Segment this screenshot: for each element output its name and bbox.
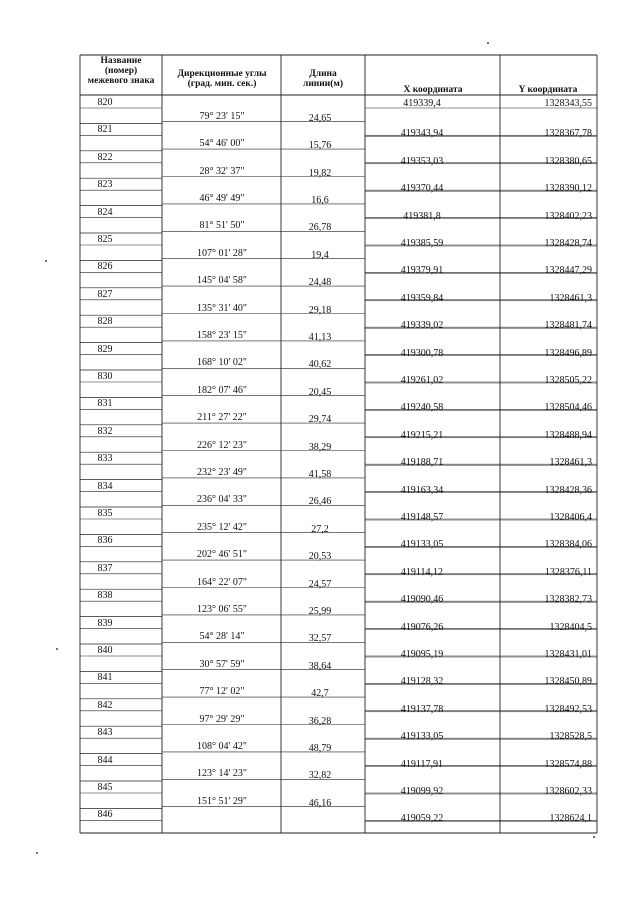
y-coordinate: 1328428,36 — [544, 484, 592, 496]
point-name: 825 — [97, 234, 113, 245]
line-length: 19,82 — [308, 167, 332, 179]
point-name: 844 — [97, 754, 113, 766]
direction-angle: 236° 04' 33" — [197, 494, 247, 506]
point-name: 839 — [97, 617, 113, 629]
line-length: 32,82 — [308, 770, 332, 782]
y-coordinate: 1328367,78 — [544, 128, 592, 140]
direction-angle: 232° 23' 49" — [197, 466, 247, 478]
x-coordinate: 419059,22 — [400, 813, 444, 825]
x-coordinate: 419076,26 — [400, 621, 444, 633]
point-name: 845 — [97, 782, 113, 793]
y-coordinate: 1328461,3 — [549, 292, 592, 304]
direction-angle: 30° 57' 59" — [199, 658, 245, 670]
y-coordinate: 1328376,11 — [544, 566, 592, 578]
direction-angle: 158° 23' 15" — [197, 329, 247, 341]
line-length: 46,16 — [308, 797, 332, 809]
direction-angle: 77° 12' 02" — [199, 686, 245, 698]
x-coordinate: 419099,92 — [400, 786, 444, 797]
line-length: 42,7 — [311, 688, 329, 700]
line-length: 25,99 — [308, 605, 332, 617]
point-name: 823 — [97, 179, 113, 191]
x-coordinate: 419095,19 — [400, 649, 444, 660]
scan-speck — [56, 648, 58, 650]
y-coordinate: 1328447,29 — [544, 265, 592, 277]
direction-angle: 211° 27' 22" — [197, 412, 247, 424]
x-coordinate: 419300,78 — [400, 347, 444, 359]
y-coordinate: 1328528,5 — [549, 731, 592, 743]
x-coordinate: 419163,34 — [400, 484, 444, 496]
x-coordinate: 419090,46 — [400, 594, 444, 606]
point-name: 831 — [97, 398, 113, 410]
x-coordinate: 419240,58 — [400, 402, 444, 414]
line-length: 29,74 — [308, 414, 332, 426]
y-coordinate: 1328404,5 — [549, 621, 592, 633]
point-name: 829 — [97, 343, 113, 355]
y-coordinate: 1328402,23 — [544, 210, 592, 222]
direction-angle: 107° 01' 28" — [197, 247, 247, 259]
point-name: 836 — [97, 535, 113, 547]
y-coordinate: 1328428,74 — [544, 238, 592, 249]
y-coordinate: 1328406,4 — [549, 512, 592, 523]
header-x: X координата — [403, 85, 463, 95]
line-length: 26,78 — [308, 222, 332, 234]
point-name: 826 — [97, 261, 113, 273]
x-coordinate: 419117,91 — [400, 758, 444, 770]
line-length: 27,2 — [311, 523, 329, 535]
point-name: 838 — [97, 590, 113, 602]
x-coordinate: 419381,8 — [403, 210, 441, 222]
direction-angle: 135° 31' 40" — [197, 302, 247, 314]
direction-angle: 97° 29' 29" — [199, 713, 245, 725]
point-name: 843 — [97, 727, 113, 739]
scan-speck — [45, 260, 47, 262]
direction-angle: 182° 07' 46" — [197, 384, 247, 396]
y-coordinate: 1328481,74 — [544, 320, 592, 332]
point-name: 828 — [97, 316, 113, 328]
y-coordinate: 1328624,1 — [549, 813, 592, 825]
direction-angle: 226° 12' 23" — [197, 439, 247, 451]
y-coordinate: 1328450,89 — [544, 676, 592, 688]
x-coordinate: 419137,78 — [400, 703, 444, 715]
direction-angle: 79° 23' 15" — [199, 110, 245, 122]
y-coordinate: 1328492,53 — [544, 703, 592, 715]
point-name: 840 — [97, 645, 113, 656]
line-length: 24,65 — [308, 112, 332, 124]
direction-angle: 123° 14' 23" — [197, 768, 247, 780]
header-y: Y координата — [518, 85, 578, 95]
line-length: 26,46 — [308, 496, 332, 508]
scan-speck — [487, 42, 489, 44]
line-length: 20,53 — [308, 551, 332, 563]
y-coordinate: 1328505,22 — [544, 375, 592, 386]
y-coordinate: 1328382,73 — [544, 594, 592, 606]
scan-speck — [593, 836, 595, 838]
x-coordinate: 419385,59 — [400, 238, 444, 249]
x-coordinate: 419353,03 — [400, 155, 444, 167]
y-coordinate: 1328574,88 — [544, 758, 592, 770]
x-coordinate: 419148,57 — [400, 512, 444, 523]
point-name: 842 — [97, 699, 113, 711]
direction-angle: 123° 06' 55" — [197, 603, 247, 615]
line-length: 16,6 — [311, 194, 329, 206]
direction-angle: 164° 22' 07" — [197, 576, 247, 588]
x-coordinate: 419379,91 — [400, 265, 444, 277]
x-coordinate: 419339,4 — [403, 98, 441, 109]
x-coordinate: 419128,32 — [400, 676, 444, 688]
point-name: 821 — [97, 124, 113, 136]
y-coordinate: 1328431,01 — [544, 649, 592, 660]
line-length: 32,57 — [308, 633, 332, 645]
y-coordinate: 1328488,94 — [544, 429, 592, 441]
direction-angle: 202° 46' 51" — [197, 549, 247, 561]
point-name: 834 — [97, 480, 113, 492]
line-length: 29,18 — [308, 304, 332, 316]
x-coordinate: 419370,44 — [400, 183, 444, 195]
line-length: 48,79 — [308, 742, 332, 754]
x-coordinate: 419133,05 — [400, 539, 444, 551]
point-name: 833 — [97, 453, 113, 465]
line-length: 19,4 — [311, 249, 329, 261]
y-coordinate: 1328496,89 — [544, 347, 592, 359]
direction-angle: 46° 49' 49" — [199, 192, 245, 204]
point-name: 846 — [97, 809, 113, 821]
point-name: 835 — [97, 508, 113, 519]
line-length: 41,13 — [308, 331, 332, 343]
line-length: 24,48 — [308, 277, 332, 289]
line-length: 38,29 — [308, 441, 332, 453]
y-coordinate: 1328380,65 — [544, 155, 592, 167]
point-name: 837 — [97, 562, 113, 574]
x-coordinate: 419339,02 — [400, 320, 444, 332]
header-name: Название (номер) межевого знака — [87, 56, 155, 86]
line-length: 36,28 — [308, 715, 332, 727]
point-name: 830 — [97, 371, 113, 382]
line-length: 41,58 — [308, 468, 332, 480]
x-coordinate: 419261,02 — [400, 375, 444, 386]
point-name: 822 — [97, 151, 113, 163]
x-coordinate: 419188,71 — [400, 457, 444, 469]
direction-angle: 168° 10' 02" — [197, 357, 247, 369]
x-coordinate: 419114,12 — [400, 566, 444, 578]
direction-angle: 108° 04' 42" — [197, 740, 247, 752]
x-coordinate: 419343,94 — [400, 128, 444, 140]
direction-angle: 151° 51' 29" — [197, 795, 247, 807]
x-coordinate: 419359,84 — [400, 292, 444, 304]
y-coordinate: 1328461,3 — [549, 457, 592, 469]
line-length: 20,45 — [308, 386, 332, 398]
direction-angle: 235° 12' 42" — [197, 521, 247, 533]
point-name: 832 — [97, 425, 113, 437]
y-coordinate: 1328384,06 — [544, 539, 592, 551]
y-coordinate: 1328602,33 — [544, 786, 592, 797]
y-coordinate: 1328390,12 — [544, 183, 592, 195]
point-name: 841 — [97, 672, 113, 684]
direction-angle: 145° 04' 58" — [197, 275, 247, 287]
x-coordinate: 419133,05 — [400, 731, 444, 743]
point-name: 820 — [97, 97, 113, 108]
direction-angle: 54° 46' 00" — [199, 138, 245, 150]
direction-angle: 54° 28' 14" — [199, 631, 245, 643]
scan-speck — [36, 852, 38, 854]
point-name: 827 — [97, 288, 113, 300]
header-length: Длина линии(м) — [302, 69, 344, 89]
line-length: 15,76 — [308, 140, 332, 152]
y-coordinate: 1328343,55 — [544, 98, 592, 109]
direction-angle: 28° 32' 37" — [199, 165, 245, 177]
direction-angle: 81° 51' 50" — [199, 220, 245, 232]
x-coordinate: 419215,21 — [400, 429, 444, 441]
header-angle: Дирекционные углы (град. мин. сек.) — [177, 69, 267, 89]
line-length: 40,62 — [308, 359, 332, 371]
line-length: 38,64 — [308, 660, 332, 672]
point-name: 824 — [97, 206, 113, 218]
y-coordinate: 1328504,46 — [544, 402, 592, 414]
line-length: 24,57 — [308, 578, 332, 590]
